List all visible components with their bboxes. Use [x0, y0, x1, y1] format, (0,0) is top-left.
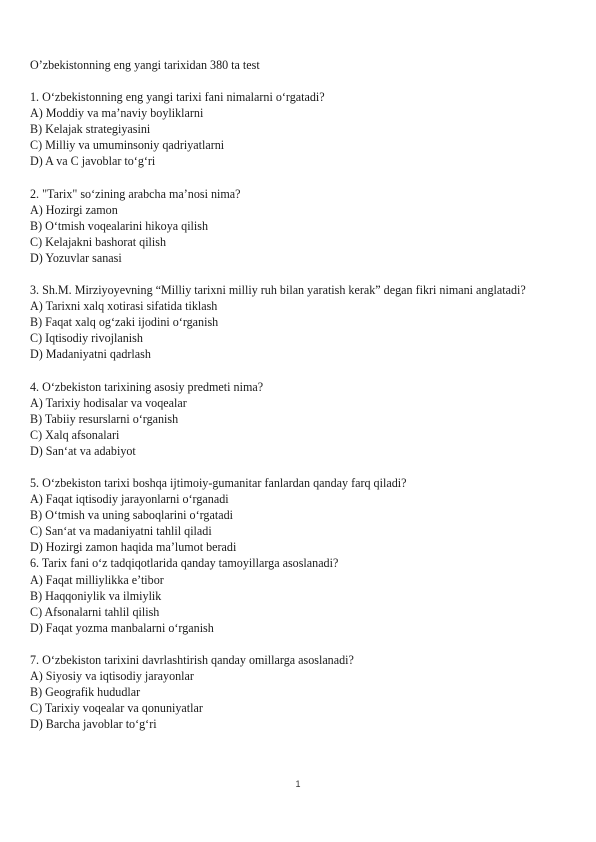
- answer-option: B) Haqqoniylik va ilmiylik: [30, 588, 162, 603]
- answer-option: D) Barcha javoblar to‘g‘ri: [30, 717, 157, 732]
- answer-option: D) A va C javoblar to‘g‘ri: [30, 154, 156, 169]
- answer-option: B) O‘tmish voqealarini hikoya qilish: [30, 218, 209, 233]
- answer-option: A) Tarixni xalq xotirasi sifatida tiklash: [30, 299, 218, 314]
- answer-option: C) Milliy va umuminsoniy qadriyatlarni: [30, 138, 225, 153]
- answer-option: A) Faqat milliylikka e’tibor: [30, 572, 164, 587]
- answer-option: C) Kelajakni bashorat qilish: [30, 234, 167, 249]
- question-block-7: [30, 652, 570, 732]
- question-text: 5. O‘zbekiston tarixi boshqa ijtimoiy-gumanitar fanlardan qanday farq qiladi?: [30, 475, 407, 490]
- question-block-6: [30, 555, 570, 635]
- answer-option: A) Moddiy va ma’naviy boyliklarni: [30, 106, 204, 121]
- answer-option: B) Tabiiy resurslarni o‘rganish: [30, 411, 179, 426]
- answer-option: C) Iqtisodiy rivojlanish: [30, 331, 143, 346]
- answer-option: C) Xalq afsonalari: [30, 427, 120, 442]
- document-body: [30, 57, 570, 732]
- question-block-5: [30, 475, 570, 555]
- answer-option: D) Faqat yozma manbalarni o‘rganish: [30, 620, 214, 635]
- answer-option: B) O‘tmish va uning saboqlarini o‘rgatadi: [30, 508, 233, 523]
- question-block-2: [30, 186, 570, 266]
- answer-option: B) Geografik hududlar: [30, 685, 141, 700]
- question-text: 1. O‘zbekistonning eng yangi tarixi fani nimalarni o‘rgatadi?: [30, 90, 325, 105]
- answer-option: D) Madaniyatni qadrlash: [30, 347, 151, 362]
- answer-option: A) Siyosiy va iqtisodiy jarayonlar: [30, 669, 194, 683]
- document-title: O’zbekistonning eng yangi tarixidan 380 ta test: [30, 58, 260, 72]
- question-block-3: [30, 282, 570, 362]
- page-number: 1: [295, 779, 301, 789]
- answer-option: A) Tarixiy hodisalar va voqealar: [30, 395, 187, 410]
- answer-option: A) Faqat iqtisodiy jarayonlarni o‘rganadi: [30, 492, 229, 507]
- question-text: 6. Tarix fani o‘z tadqiqotlarida qanday tamoyillarga asoslanadi?: [30, 556, 339, 571]
- answer-option: D) San‘at va adabiyot: [30, 443, 136, 458]
- question-text: 3. Sh.M. Mirziyoyevning “Milliy tarixni milliy ruh bilan yaratish kerak” degan fikri nimani anglatadi?: [30, 283, 526, 298]
- answer-option: C) Afsonalarni tahlil qilish: [30, 604, 160, 619]
- question-block-1: [30, 89, 570, 169]
- answer-option: B) Kelajak strategiyasini: [30, 122, 151, 137]
- answer-option: D) Hozirgi zamon haqida ma’lumot beradi: [30, 540, 237, 555]
- question-text: 7. O‘zbekiston tarixini davrlashtirish qanday omillarga asoslanadi?: [30, 652, 354, 667]
- answer-option: C) San‘at va madaniyatni tahlil qiladi: [30, 524, 212, 539]
- answer-option: B) Faqat xalq og‘zaki ijodini o‘rganish: [30, 315, 219, 330]
- question-text: 2. "Tarix" so‘zining arabcha ma’nosi nima?: [30, 186, 241, 201]
- answer-option: C) Tarixiy voqealar va qonuniyatlar: [30, 701, 203, 716]
- answer-option: A) Hozirgi zamon: [30, 202, 118, 217]
- question-text: 4. O‘zbekiston tarixining asosiy predmeti nima?: [30, 379, 264, 394]
- answer-option: D) Yozuvlar sanasi: [30, 250, 122, 265]
- question-block-4: [30, 379, 570, 459]
